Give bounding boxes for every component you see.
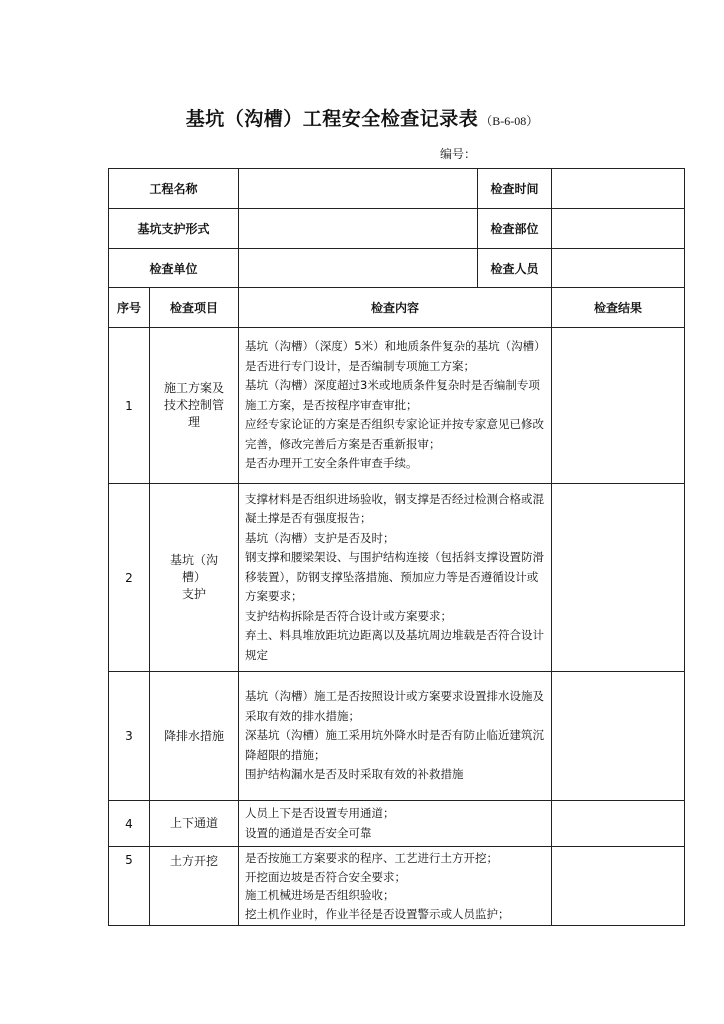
content-line: 是否按施工方案要求的程序、工艺进行土方开挖； [245, 851, 499, 865]
content-line: 基坑（沟槽）施工是否按照设计或方案要求设置排水设施及采取有效的排水措施； [245, 689, 545, 723]
header-row-unit [109, 249, 685, 288]
row-no: 3 [109, 672, 150, 801]
row-result[interactable] [552, 672, 685, 801]
table-row [109, 484, 685, 672]
check-unit-value[interactable] [239, 249, 478, 288]
row-content [239, 801, 552, 847]
project-name-label: 工程名称 [109, 169, 239, 209]
check-time-value[interactable] [552, 169, 685, 209]
inspector-label: 检查人员 [478, 249, 552, 288]
column-header-row [109, 288, 685, 328]
header-row-support [109, 209, 685, 249]
row-content [239, 328, 552, 484]
form-code: （B-6-08） [480, 114, 539, 128]
row-item [150, 672, 239, 801]
support-form-value[interactable] [239, 209, 478, 249]
item-line: 槽） [182, 570, 207, 584]
item-line: 降排水措施 [164, 728, 225, 743]
form-title: 基坑（沟槽）工程安全检查记录表 [185, 108, 479, 130]
content-line: 应经专家论证的方案是否组织专家论证并按专家意见已修改完善，修改完善后方案是否重新报审； [245, 417, 545, 451]
row-content [239, 672, 552, 801]
inspection-table [108, 168, 685, 926]
content-line: 围护结构漏水是否及时采取有效的补救措施 [245, 767, 464, 782]
row-result[interactable] [552, 847, 685, 926]
row-result[interactable] [552, 328, 685, 484]
form-title-block [0, 104, 724, 131]
table-row [109, 847, 685, 926]
item-line: 基坑（沟 [170, 553, 219, 567]
content-line: 支撑材料是否组织进场验收，钢支撑是否经过检测合格或混凝土撑是否有强度报告； [245, 491, 545, 526]
content-line: 施工机械进场是否组织验收； [245, 888, 395, 902]
check-unit-label: 检查单位 [109, 249, 239, 288]
row-content [239, 847, 552, 926]
row-no: 2 [109, 484, 150, 672]
content-line: 基坑（沟槽）（深度）5米）和地质条件复杂的基坑（沟槽）是否进行专门设计，是否编制专项施工方案； [245, 339, 540, 373]
row-result[interactable] [552, 484, 685, 672]
item-line: 上下通道 [170, 816, 219, 830]
col-result: 检查结果 [552, 288, 685, 328]
project-name-value[interactable] [239, 169, 478, 209]
serial-number-label: 编号： [440, 147, 477, 161]
row-no: 1 [109, 328, 150, 484]
content-line: 基坑（沟槽）深度超过3米或地质条件复杂时是否编制专项施工方案，是否按程序审查审批； [245, 378, 540, 412]
item-line: 土方开挖 [170, 854, 219, 868]
item-line: 施工方案及 [164, 381, 225, 395]
col-item: 检查项目 [150, 288, 239, 328]
row-result[interactable] [552, 801, 685, 847]
item-line: 支护 [182, 587, 207, 601]
item-line: 技术控制管 [164, 398, 225, 412]
content-line: 设置的通道是否安全可靠 [245, 825, 372, 840]
item-line: 理 [188, 415, 201, 429]
content-line: 是否办理开工安全条件审查手续。 [245, 456, 418, 471]
table-row [109, 672, 685, 801]
content-line: 挖土机作业时，作业半径是否设置警示或人员监护； [245, 906, 510, 921]
row-item [150, 847, 239, 926]
content-line: 人员上下是否设置专用通道； [245, 806, 395, 820]
check-part-label: 检查部位 [478, 209, 552, 249]
content-line: 基坑（沟槽）支护是否及时； [245, 530, 395, 545]
row-item [150, 328, 239, 484]
header-row-project [109, 169, 685, 209]
content-line: 深基坑（沟槽）施工采用坑外降水时是否有防止临近建筑沉降超限的措施； [245, 728, 545, 762]
check-time-label: 检查时间 [478, 169, 552, 209]
content-line: 钢支撑和腰梁架设、与围护结构连接（包括斜支撑设置防滑移装置），防钢支撑坠落措施、预加应力等是否遵循设计或方案要求； [245, 550, 545, 604]
col-content: 检查内容 [239, 288, 552, 328]
content-line: 开挖面边坡是否符合安全要求； [245, 869, 407, 884]
table-row [109, 801, 685, 847]
row-no: 5 [109, 847, 150, 926]
support-form-label: 基坑支护形式 [109, 209, 239, 249]
row-content [239, 484, 552, 672]
content-line: 弃土、料具堆放距坑边距离以及基坑周边堆载是否符合设计规定 [245, 628, 545, 662]
check-part-value[interactable] [552, 209, 685, 249]
content-line: 支护结构拆除是否符合设计或方案要求； [245, 608, 453, 623]
row-item [150, 484, 239, 672]
row-item [150, 801, 239, 847]
inspector-value[interactable] [552, 249, 685, 288]
col-no: 序号 [109, 288, 150, 328]
table-row [109, 328, 685, 484]
row-no: 4 [109, 801, 150, 847]
